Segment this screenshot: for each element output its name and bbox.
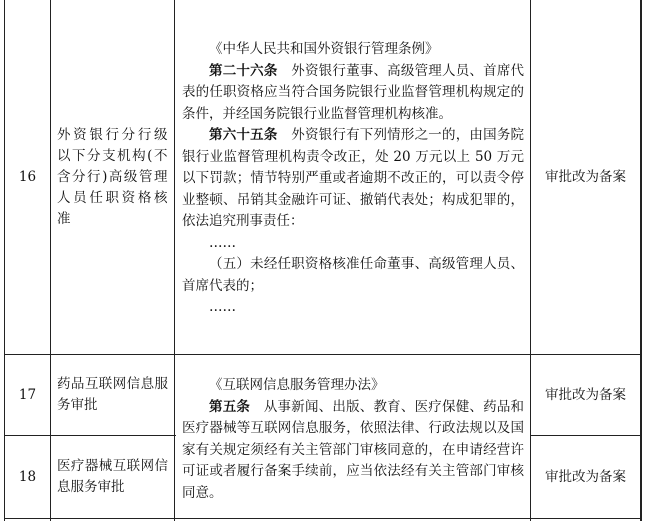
article-paragraph bbox=[182, 125, 524, 233]
article-paragraph bbox=[182, 397, 524, 505]
law-title: 《中华人民共和国外资银行管理条例》 bbox=[209, 41, 439, 57]
item-name bbox=[51, 355, 174, 435]
grid-line bbox=[174, 0, 175, 521]
article-label: 第六十五条 bbox=[209, 127, 278, 143]
item-name bbox=[51, 436, 174, 518]
item-name-text: 外资银行分行级以下分支机构(不含分行)高级管理人员任职资格核准 bbox=[57, 126, 168, 227]
processing-result: 审批改为备案 bbox=[545, 468, 626, 485]
article-label: 第二十六条 bbox=[209, 62, 278, 79]
item-name-text: 药品互联网信息服务审批 bbox=[57, 376, 168, 413]
processing-result: 审批改为备案 bbox=[545, 168, 626, 185]
row-number: 17 bbox=[18, 386, 37, 403]
article-text: 从事新闻、出版、教育、医疗保健、药品和医疗器械等互联网信息服务，依照法律、行政法规以及国家有关规定须经有关主管部门审核同意的，在申请经营许可证或者履行备案手续前，应当依法经有关主管部门审核同意。 bbox=[182, 398, 525, 501]
grid-line bbox=[4, 518, 641, 519]
item-name-text: 医疗器械互联网信息服务审批 bbox=[57, 458, 168, 495]
item-name bbox=[51, 0, 174, 354]
processing-result: 审批改为备案 bbox=[545, 386, 626, 403]
article-label: 第五条 bbox=[209, 398, 251, 415]
article-paragraph bbox=[182, 61, 524, 126]
row-number: 18 bbox=[18, 468, 37, 485]
ellipsis: …… bbox=[209, 299, 236, 315]
article-item: （五）未经任职资格核准任命董事、高级管理人员、首席代表的； bbox=[182, 256, 524, 294]
law-title: 《互联网信息服务管理办法》 bbox=[209, 377, 385, 393]
row-number: 16 bbox=[18, 168, 37, 185]
article-text: 外资银行董事、高级管理人员、首席代表的任职资格应当符合国务院银行业监督管理机构规定的条件，并经国务院银行业监督管理机构核准。 bbox=[182, 62, 525, 122]
grid-line bbox=[640, 0, 642, 521]
legal-basis bbox=[182, 39, 524, 319]
article-text: 外资银行有下列情形之一的，由国务院银行业监督管理机构责令改正，处 20 万元以上 50 万元以下罚款；情节特别严重或者逾期不改正的，可以责令停业整顿、吊销其金融许可证、撤销代表处；构成犯罪的，依法追究刑事责任： bbox=[182, 127, 525, 229]
ellipsis: …… bbox=[209, 234, 236, 251]
legal-basis bbox=[182, 375, 524, 504]
